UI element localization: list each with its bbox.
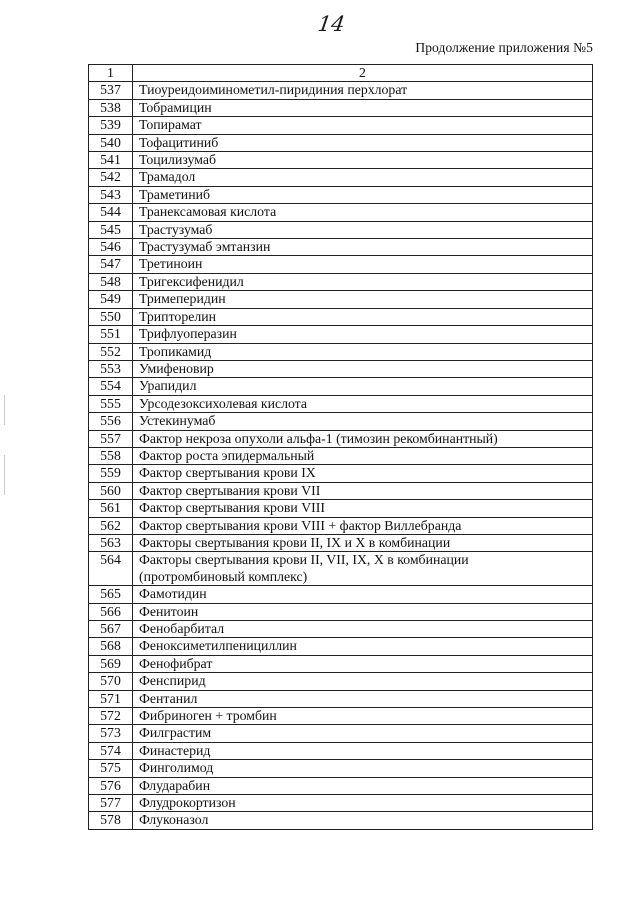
drug-name: Фенофибрат xyxy=(133,655,593,672)
drug-name: Трастузумаб эмтанзин xyxy=(133,239,593,256)
drug-name: Транексамовая кислота xyxy=(133,204,593,221)
row-number: 559 xyxy=(89,465,133,482)
row-number: 563 xyxy=(89,534,133,551)
table-row xyxy=(89,221,593,238)
row-number: 546 xyxy=(89,239,133,256)
page-number: 14 xyxy=(316,12,347,36)
row-number: 565 xyxy=(89,586,133,603)
row-number: 542 xyxy=(89,169,133,186)
drug-name: Тиоуреидоиминометил-пиридиния перхлорат xyxy=(133,82,593,99)
drug-name: Фенобарбитал xyxy=(133,621,593,638)
row-number: 538 xyxy=(89,99,133,116)
table-body xyxy=(89,82,593,829)
row-number: 571 xyxy=(89,690,133,707)
table-row xyxy=(89,586,593,603)
table-row xyxy=(89,117,593,134)
scan-margin-mark xyxy=(4,455,5,495)
drug-name: Фенспирид xyxy=(133,673,593,690)
row-number: 568 xyxy=(89,638,133,655)
table-row xyxy=(89,291,593,308)
row-number: 562 xyxy=(89,517,133,534)
table-row xyxy=(89,413,593,430)
table-row xyxy=(89,812,593,829)
drug-name: Урсодезоксихолевая кислота xyxy=(133,395,593,412)
drug-name: Феноксиметилпенициллин xyxy=(133,638,593,655)
table-row xyxy=(89,169,593,186)
drug-name: Финастерид xyxy=(133,742,593,759)
appendix-caption: Продолжение приложения №5 xyxy=(415,40,593,55)
scan-margin-mark xyxy=(4,395,5,425)
row-number: 573 xyxy=(89,725,133,742)
table-row xyxy=(89,621,593,638)
table-row xyxy=(89,152,593,169)
row-number: 567 xyxy=(89,621,133,638)
table-row xyxy=(89,690,593,707)
drug-name: Финголимод xyxy=(133,760,593,777)
row-number: 564 xyxy=(89,552,133,586)
row-number: 572 xyxy=(89,708,133,725)
row-number: 537 xyxy=(89,82,133,99)
row-number: 554 xyxy=(89,378,133,395)
row-number: 561 xyxy=(89,500,133,517)
row-number: 556 xyxy=(89,413,133,430)
drug-name: Тобрамицин xyxy=(133,99,593,116)
drug-name: Умифеновир xyxy=(133,360,593,377)
table-row xyxy=(89,273,593,290)
drug-name: Фентанил xyxy=(133,690,593,707)
drug-name: Фибриноген + тромбин xyxy=(133,708,593,725)
drug-name: Трамадол xyxy=(133,169,593,186)
table-row xyxy=(89,517,593,534)
drug-name: Фактор свертывания крови VII xyxy=(133,482,593,499)
row-number: 545 xyxy=(89,221,133,238)
row-number: 560 xyxy=(89,482,133,499)
drug-name: Фактор свертывания крови VIII xyxy=(133,500,593,517)
drug-name: Фактор роста эпидермальный xyxy=(133,447,593,464)
table-row xyxy=(89,430,593,447)
drug-name: Трипторелин xyxy=(133,308,593,325)
table-row xyxy=(89,725,593,742)
table-row xyxy=(89,552,593,586)
table-row xyxy=(89,500,593,517)
drug-table xyxy=(88,64,593,830)
row-number: 574 xyxy=(89,742,133,759)
drug-name: Трифлуоперазин xyxy=(133,326,593,343)
header-row xyxy=(89,65,593,82)
row-number: 569 xyxy=(89,655,133,672)
drug-name: Флуконазол xyxy=(133,812,593,829)
drug-name: Топирамат xyxy=(133,117,593,134)
row-number: 549 xyxy=(89,291,133,308)
table-row xyxy=(89,239,593,256)
drug-name: Тримеперидин xyxy=(133,291,593,308)
row-number: 539 xyxy=(89,117,133,134)
row-number: 550 xyxy=(89,308,133,325)
row-number: 540 xyxy=(89,134,133,151)
row-number: 544 xyxy=(89,204,133,221)
table-row xyxy=(89,795,593,812)
table-row xyxy=(89,447,593,464)
drug-name: Тропикамид xyxy=(133,343,593,360)
table-row xyxy=(89,82,593,99)
table-row xyxy=(89,308,593,325)
row-number: 566 xyxy=(89,603,133,620)
drug-name: Филграстим xyxy=(133,725,593,742)
row-number: 578 xyxy=(89,812,133,829)
table-row xyxy=(89,742,593,759)
table-row xyxy=(89,534,593,551)
drug-name: Трастузумаб xyxy=(133,221,593,238)
table-row xyxy=(89,760,593,777)
table-row xyxy=(89,360,593,377)
table-row xyxy=(89,673,593,690)
table-row xyxy=(89,482,593,499)
table-row xyxy=(89,256,593,273)
table-row xyxy=(89,99,593,116)
table-row xyxy=(89,395,593,412)
row-number: 547 xyxy=(89,256,133,273)
table-row xyxy=(89,465,593,482)
drug-name: Флударабин xyxy=(133,777,593,794)
table-row xyxy=(89,134,593,151)
row-number: 552 xyxy=(89,343,133,360)
drug-name: Траметиниб xyxy=(133,186,593,203)
table-row xyxy=(89,378,593,395)
row-number: 575 xyxy=(89,760,133,777)
row-number: 557 xyxy=(89,430,133,447)
drug-name: Факторы свертывания крови II, VII, IX, X в комбинации (протромбиновый комплекс) xyxy=(133,552,593,586)
row-number: 576 xyxy=(89,777,133,794)
drug-name: Урапидил xyxy=(133,378,593,395)
table-row xyxy=(89,186,593,203)
header-col-name: 2 xyxy=(133,65,593,82)
table-row xyxy=(89,326,593,343)
table-row xyxy=(89,603,593,620)
header-col-number: 1 xyxy=(89,65,133,82)
table-row xyxy=(89,343,593,360)
row-number: 555 xyxy=(89,395,133,412)
drug-name: Флудрокортизон xyxy=(133,795,593,812)
row-number: 570 xyxy=(89,673,133,690)
drug-name: Тригексифенидил xyxy=(133,273,593,290)
table-row xyxy=(89,638,593,655)
row-number: 551 xyxy=(89,326,133,343)
row-number: 541 xyxy=(89,152,133,169)
drug-name: Фактор свертывания крови VIII + фактор Виллебранда xyxy=(133,517,593,534)
drug-name: Фамотидин xyxy=(133,586,593,603)
drug-name: Фактор свертывания крови IX xyxy=(133,465,593,482)
drug-name: Тофацитиниб xyxy=(133,134,593,151)
drug-name: Фактор некроза опухоли альфа-1 (тимозин рекомбинантный) xyxy=(133,430,593,447)
row-number: 543 xyxy=(89,186,133,203)
drug-name: Тоцилизумаб xyxy=(133,152,593,169)
drug-name: Фенитоин xyxy=(133,603,593,620)
table-row xyxy=(89,204,593,221)
row-number: 577 xyxy=(89,795,133,812)
drug-name: Факторы свертывания крови II, IX и X в комбинации xyxy=(133,534,593,551)
drug-name: Устекинумаб xyxy=(133,413,593,430)
row-number: 553 xyxy=(89,360,133,377)
row-number: 548 xyxy=(89,273,133,290)
table-row xyxy=(89,777,593,794)
row-number: 558 xyxy=(89,447,133,464)
drug-name: Третиноин xyxy=(133,256,593,273)
table-row xyxy=(89,708,593,725)
table-row xyxy=(89,655,593,672)
